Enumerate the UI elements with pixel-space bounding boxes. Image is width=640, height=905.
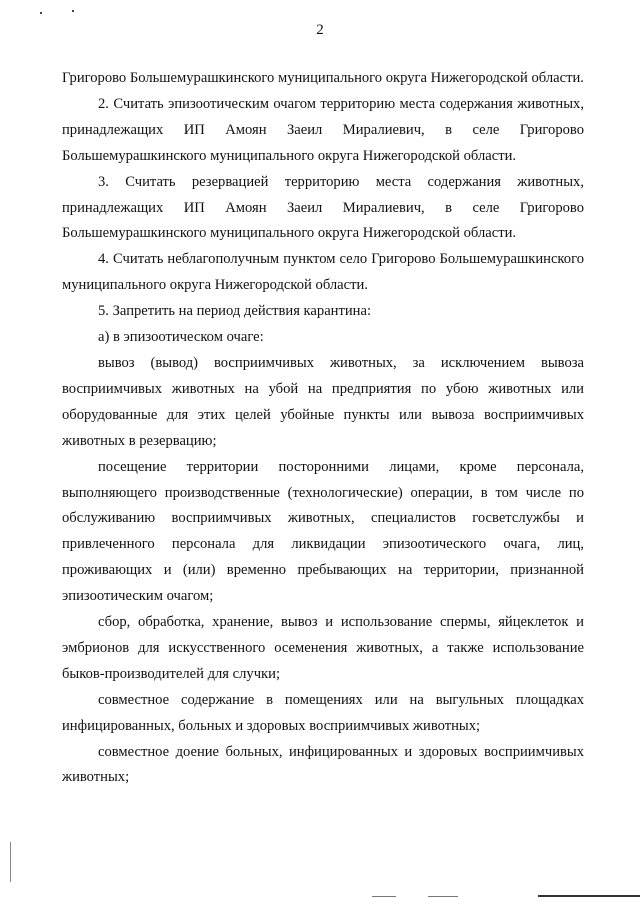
paragraph-joint-milking-ban: совместное доение больных, инфицированных и здоровых восприимчивых животных; — [62, 743, 584, 786]
scan-speck — [72, 10, 74, 12]
scan-edge-line — [428, 896, 458, 897]
paragraph-subitem-a: а) в эпизоотическом очаге: — [98, 329, 264, 346]
paragraph-visit-ban: посещение территории посторонними лицами, кроме персонала, выполняющего производственные (технологические) операции, в том числе по обслуживанию восприимчивых животных, специалистов госветслужбы и привлеченного персонала для ликвидации эпизоотического очага, лиц, проживающих и (или) временно пребывающих на территории, признанной эпизоотическим очагом; — [62, 458, 584, 605]
document-body — [62, 66, 584, 791]
paragraph-item-3: 3. Считать резервацией территорию места содержания животных, принадлежащих ИП Амоян Заеил Миралиевич, в селе Григорово Большемурашкинского муниципального округа Нижегородской области. — [62, 173, 584, 242]
paragraph-semen-ban: сбор, обработка, хранение, вывоз и использование спермы, яйцеклеток и эмбрионов для искусственного осеменения животных, а также использование быков-производителей для случки; — [62, 614, 584, 682]
scan-edge-line — [538, 895, 640, 897]
paragraph-item-5: 5. Запретить на период действия карантина: — [98, 303, 372, 320]
paragraph-removal-ban: вывоз (вывод) восприимчивых животных, за исключением вывоза восприимчивых животных на убой на предприятия по убою животных или оборудованные для этих целей убойные пункты или вывоза восприимчивых животных в резервацию; — [62, 354, 584, 449]
page-number: 2 — [316, 22, 324, 38]
scan-edge-line — [372, 896, 396, 897]
scan-edge-line — [10, 842, 11, 882]
paragraph-continuation: Григорово Большемурашкинского муниципального округа Нижегородской области. — [62, 70, 584, 86]
scan-speck — [40, 12, 42, 14]
paragraph-item-2: 2. Считать эпизоотическим очагом территорию места содержания животных, принадлежащих ИП Амоян Заеил Миралиевич, в селе Григорово Большемурашкинского муниципального округа Нижегородской области. — [62, 95, 584, 164]
paragraph-joint-housing-ban: совместное содержание в помещениях или на выгульных площадках инфицированных, больных и здоровых восприимчивых животных; — [62, 691, 584, 734]
paragraph-item-4: 4. Считать неблагополучным пунктом село Григорово Большемурашкинского муниципального округа Нижегородской области. — [62, 251, 584, 294]
